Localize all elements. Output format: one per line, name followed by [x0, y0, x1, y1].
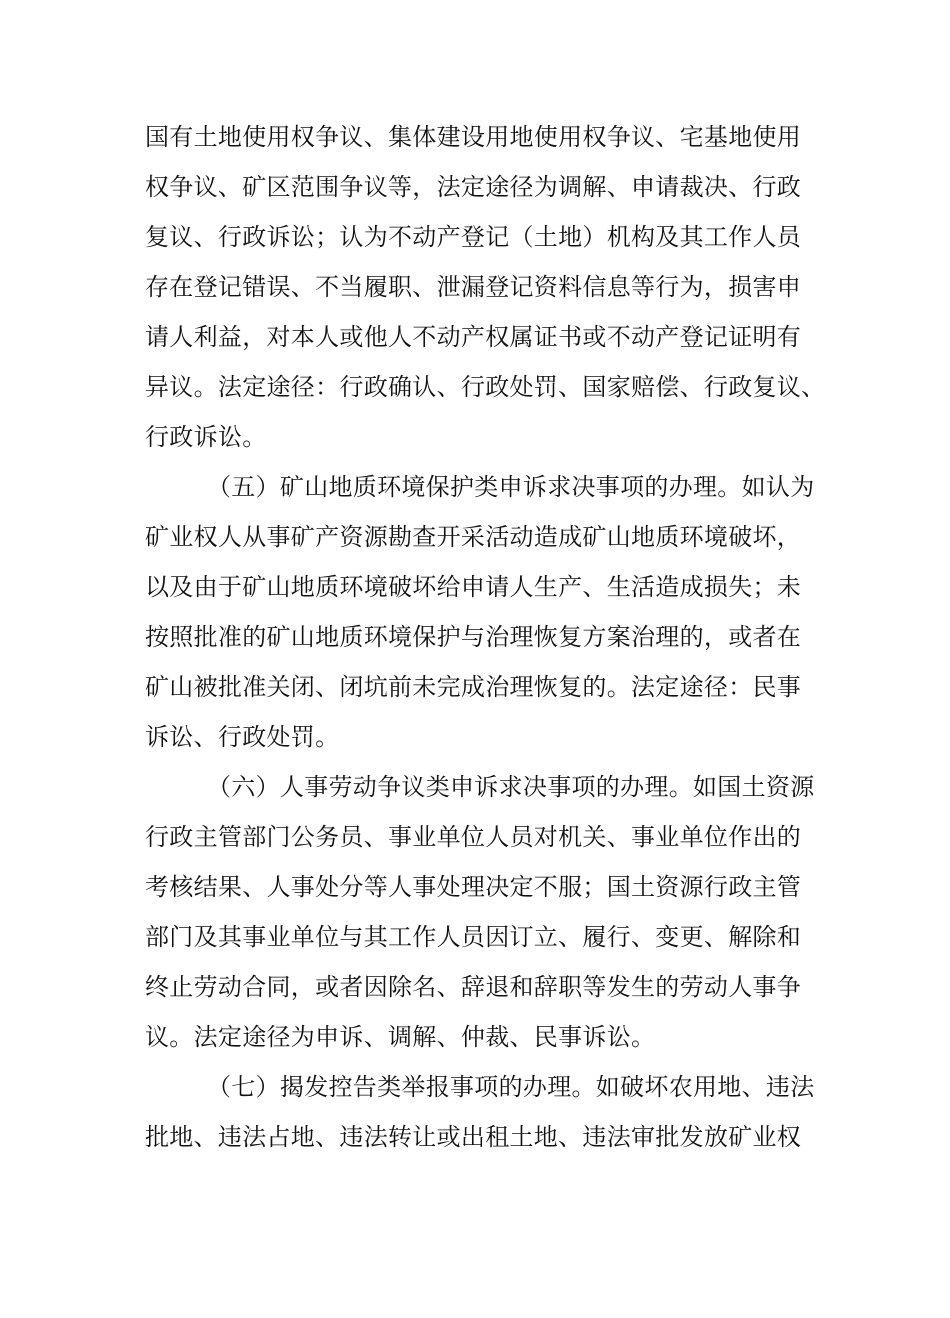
text-line: 以及由于矿山地质环境破坏给申请人生产、生活造成损失；未: [145, 573, 802, 601]
text-line: 批地、违法占地、违法转让或出租土地、违法审批发放矿业权: [145, 1123, 802, 1151]
text-line: 权争议、矿区范围争议等，法定途径为调解、申请裁决、行政: [145, 173, 802, 201]
text-line: 按照批准的矿山地质环境保护与治理恢复方案治理的，或者在: [145, 623, 802, 651]
text-line: 行政诉讼。: [145, 423, 267, 451]
text-line: 异议。法定途径：行政确认、行政处罚、国家赔偿、行政复议、: [145, 373, 826, 401]
paragraph-heading-7: （七）揭发控告类举报事项的办理。如破坏农用地、违法: [207, 1073, 815, 1101]
text-line: 行政主管部门公务员、事业单位人员对机关、事业单位作出的: [145, 823, 802, 851]
body-text: [145, 112, 825, 1162]
text-line: 考核结果、人事处分等人事处理决定不服；国土资源行政主管: [145, 873, 802, 901]
text-line: 复议、行政诉讼；认为不动产登记（土地）机构及其工作人员: [145, 223, 802, 251]
text-line: 矿山被批准关闭、闭坑前未完成治理恢复的。法定途径：民事: [145, 673, 802, 701]
text-line: 国有土地使用权争议、集体建设用地使用权争议、宅基地使用: [145, 123, 802, 151]
text-line: 请人利益，对本人或他人不动产权属证书或不动产登记证明有: [145, 323, 802, 351]
text-line: 诉讼、行政处罚。: [145, 723, 340, 751]
text-line: 终止劳动合同，或者因除名、辞退和辞职等发生的劳动人事争: [145, 973, 802, 1001]
paragraph-heading-6: （六）人事劳动争议类申诉求决事项的办理。如国土资源: [207, 773, 815, 801]
text-line: 部门及其事业单位与其工作人员因订立、履行、变更、解除和: [145, 923, 802, 951]
paragraph-heading-5: （五）矿山地质环境保护类申诉求决事项的办理。如认为: [207, 473, 815, 501]
text-line: 议。法定途径为申诉、调解、仲裁、民事诉讼。: [145, 1023, 656, 1051]
text-line: 存在登记错误、不当履职、泄漏登记资料信息等行为，损害申: [145, 273, 802, 301]
text-line: 矿业权人从事矿产资源勘查开采活动造成矿山地质环境破坏，: [145, 523, 802, 551]
